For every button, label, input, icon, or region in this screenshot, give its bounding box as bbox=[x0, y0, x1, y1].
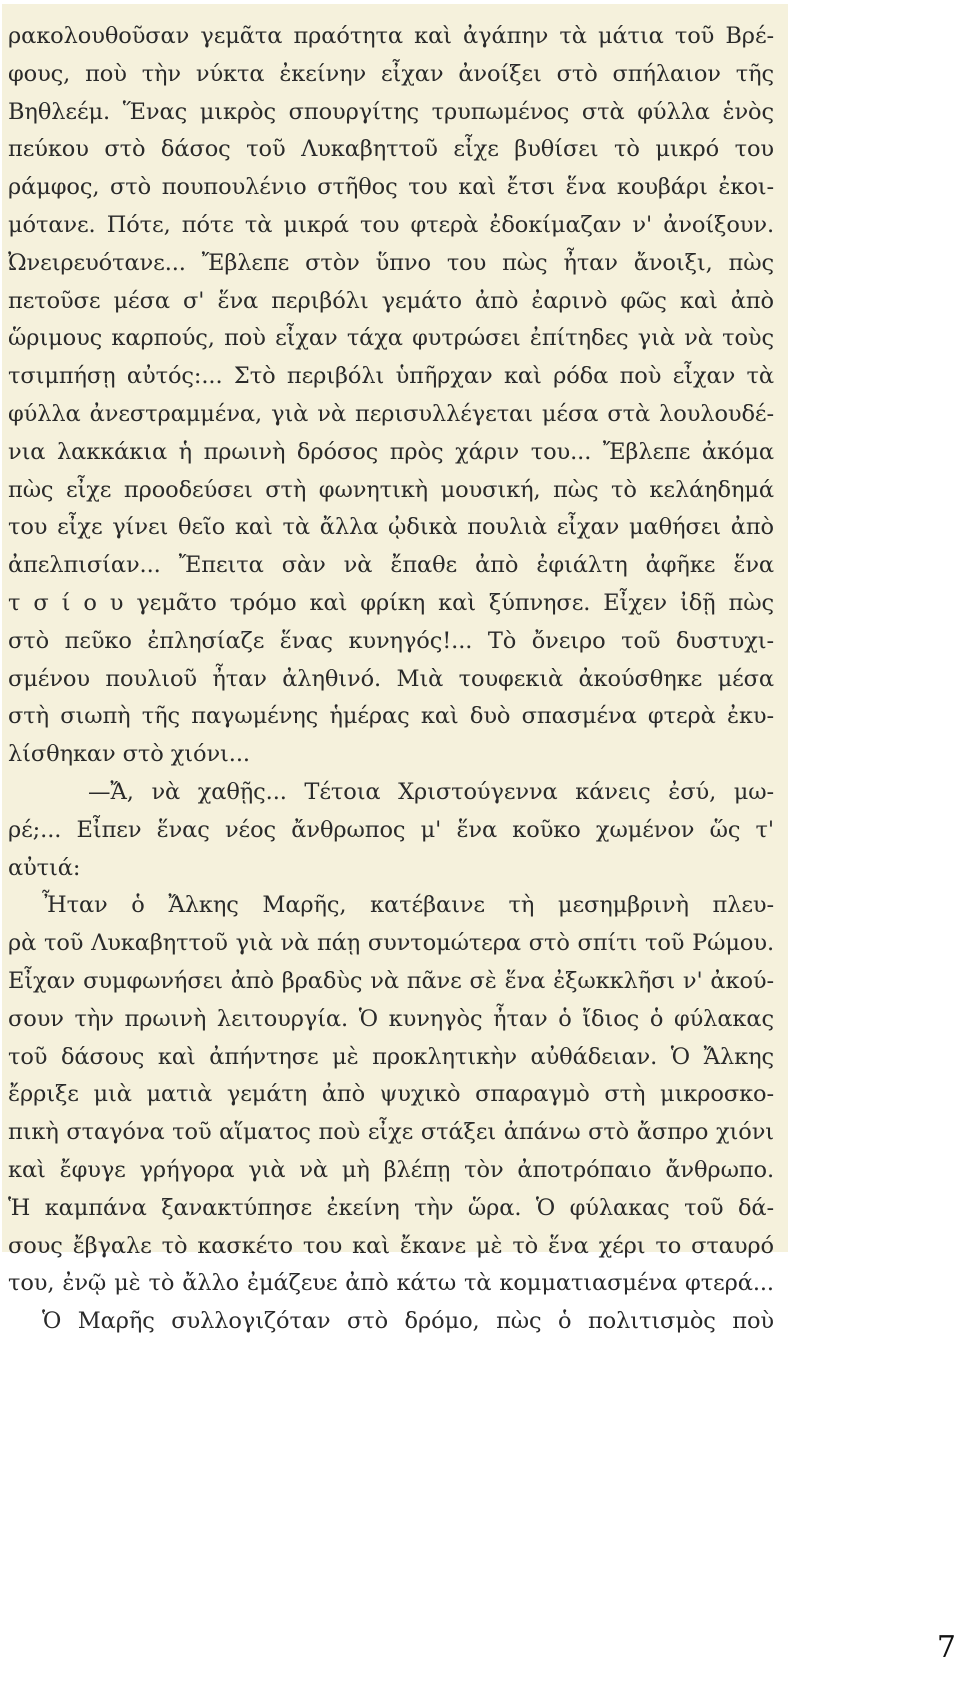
text-line: του εἶχε γίνει θεῖο καὶ τὰ ἄλλα ᾠδικὰ πουλιὰ εἶχαν μαθήσει ἀπὸ bbox=[8, 514, 774, 541]
text-line: Ἦταν ὁ Ἄλκης Μαρῆς, κατέβαινε τὴ μεσημβρινὴ πλευ- bbox=[42, 892, 774, 919]
text-line: τσιμπήσῃ αὐτός:... Στὸ περιβόλι ὑπῆρχαν καὶ ρόδα ποὺ εἶχαν τὰ bbox=[8, 363, 774, 390]
text-line: ρὰ τοῦ Λυκαβηττοῦ γιὰ νὰ πάῃ συντομώτερα στὸ σπίτι τοῦ Ρώμου. bbox=[8, 930, 774, 957]
text-line: —Ἄ, νὰ χαθῇς... Τέτοια Χριστούγεννα κάνεις ἐσύ, μω- bbox=[88, 778, 774, 805]
scanned-page bbox=[2, 4, 788, 1335]
text-line: λίσθηκαν στὸ χιόνι... bbox=[8, 741, 250, 768]
text-line: πικὴ σταγόνα τοῦ αἵματος ποὺ εἶχε στάξει ἀπάνω στὸ ἄσπρο χιόνι bbox=[8, 1119, 774, 1146]
text-line: Ὠνειρευότανε... Ἔβλεπε στὸν ὕπνο του πὼς ἦταν ἄνοιξι, πὼς bbox=[8, 249, 774, 276]
text-line: ρέ;... Εἶπεν ἕνας νέος ἄνθρωπος μ' ἕνα κοῦκο χωμένον ὥς τ' bbox=[8, 816, 774, 843]
text-line: σουν τὴν πρωινὴ λειτουργία. Ὁ κυνηγὸς ἦταν ὁ ἴδιος ὁ φύλακας bbox=[8, 1005, 774, 1032]
text-line: Εἶχαν συμφωνήσει ἀπὸ βραδὺς νὰ πᾶνε σὲ ἕνα ἐξωκκλῆσι ν' ἀκού- bbox=[8, 967, 774, 994]
text-line: πετοῦσε μέσα σ' ἕνα περιβόλι γεμάτο ἀπὸ ἐαρινὸ φῶς καὶ ἀπὸ bbox=[8, 287, 774, 314]
text-line: καὶ ἔφυγε γρήγορα γιὰ νὰ μὴ βλέπῃ τὸν ἀποτρόπαιο ἄνθρωπο. bbox=[8, 1156, 774, 1183]
text-line: στὸ πεῦκο ἐπλησίαζε ἕνας κυνηγός!... Τὸ ὄνειρο τοῦ δυστυχι- bbox=[8, 627, 774, 654]
body-text bbox=[8, 18, 774, 1341]
text-line: σους ἔβγαλε τὸ κασκέτο του καὶ ἔκανε μὲ τὸ ἕνα χέρι το σταυρό bbox=[8, 1232, 774, 1259]
text-line: πὼς εἶχε προοδεύσει στὴ φωνητικὴ μουσική, πὼς τὸ κελάηδημά bbox=[8, 476, 774, 503]
text-line: σμένου πουλιοῦ ἦταν ἀληθινό. Μιὰ τουφεκιὰ ἀκούσθηκε μέσα bbox=[8, 665, 774, 692]
text-line: μότανε. Πότε, πότε τὰ μικρά του φτερὰ ἐδοκίμαζαν ν' ἀνοίξουν. bbox=[8, 211, 774, 238]
text-line: τ σ ί ο υ γεμᾶτο τρόμο καὶ φρίκη καὶ ξύπνησε. Εἶχεν ἰδῇ πὼς bbox=[8, 589, 774, 616]
text-line: Ὁ Μαρῆς συλλογιζόταν στὸ δρόμο, πὼς ὁ πολιτισμὸς ποὺ bbox=[42, 1308, 774, 1335]
text-line: φύλλα ἀνεστραμμένα, γιὰ νὰ περισυλλέγεται μέσα στὰ λουλουδέ- bbox=[8, 400, 774, 427]
text-line: ἔρριξε μιὰ ματιὰ γεμάτη ἀπὸ ψυχικὸ σπαραγμὸ στὴ μικροσκο- bbox=[8, 1081, 774, 1108]
text-line: ρακολουθοῦσαν γεμᾶτα πραότητα καὶ ἀγάπην τὰ μάτια τοῦ Βρέ- bbox=[8, 23, 774, 49]
text-line: Βηθλεέμ. Ἕνας μικρὸς σπουργίτης τρυπωμένος στὰ φύλλα ἑνὸς bbox=[8, 98, 774, 125]
page-number: 7 bbox=[936, 1630, 956, 1665]
text-line: στὴ σιωπὴ τῆς παγωμένης ἡμέρας καὶ δυὸ σπασμένα φτερὰ ἐκυ- bbox=[8, 703, 774, 730]
text-line: Ἡ καμπάνα ξανακτύπησε ἐκείνη τὴν ὥρα. Ὁ φύλακας τοῦ δά- bbox=[8, 1194, 774, 1221]
text-line: ὥριμους καρπούς, ποὺ εἶχαν τάχα φυτρώσει ἐπίτηδες γιὰ νὰ τοὺς bbox=[8, 325, 774, 352]
text-line: τοῦ δάσους καὶ ἀπήντησε μὲ προκλητικὴν αὐθάδειαν. Ὁ Ἄλκης bbox=[8, 1043, 774, 1070]
text-line: νια λακκάκια ἡ πρωινὴ δρόσος πρὸς χάριν του... Ἔβλεπε ἀκόμα bbox=[8, 438, 774, 465]
text-line: του, ἐνῷ μὲ τὸ ἄλλο ἐμάζευε ἀπὸ κάτω τὰ κομματιασμένα φτερά... bbox=[8, 1270, 774, 1297]
text-line: ἀπελπισίαν... Ἔπειτα σὰν νὰ ἔπαθε ἀπὸ ἐφιάλτη ἀφῆκε ἕνα bbox=[8, 552, 774, 579]
text-line: ράμφος, στὸ πουπουλένιο στῆθος του καὶ ἔτσι ἕνα κουβάρι ἐκοι- bbox=[8, 174, 774, 201]
text-line: αὐτιά: bbox=[8, 854, 81, 881]
text-line: φους, ποὺ τὴν νύκτα ἐκείνην εἶχαν ἀνοίξει στὸ σπήλαιον τῆς bbox=[8, 60, 774, 87]
text-line: πεύκου στὸ δάσος τοῦ Λυκαβηττοῦ εἶχε βυθίσει τὸ μικρό του bbox=[8, 136, 774, 163]
